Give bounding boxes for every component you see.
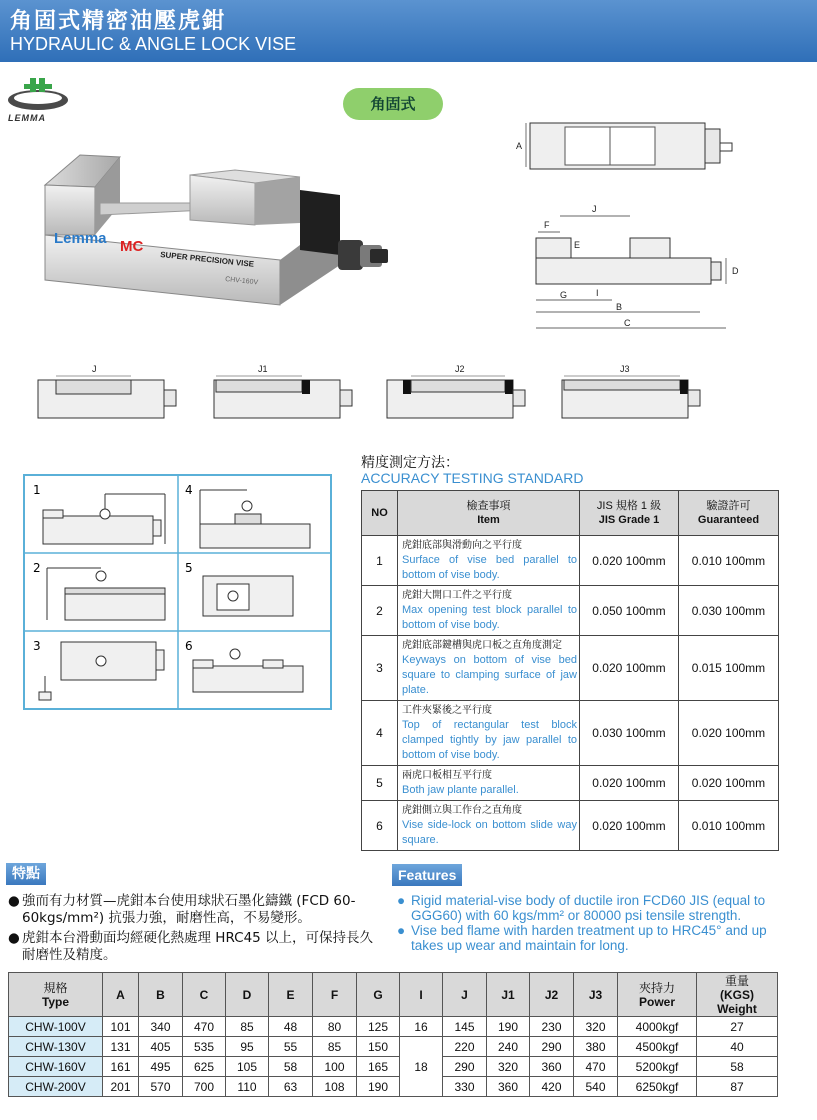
spec-d: 105 xyxy=(226,1057,269,1077)
dim-label-e: E xyxy=(574,240,581,250)
spec-c: 535 xyxy=(183,1037,226,1057)
specification-table xyxy=(8,972,778,1097)
accuracy-guaranteed: 0.030 100mm xyxy=(679,586,779,636)
accuracy-item-en: Both jaw plante parallel. xyxy=(402,784,519,796)
angle-lock-badge: 角固式 xyxy=(343,88,443,120)
spec-col-weight: 重量 (KGS) Weight xyxy=(697,973,778,1017)
spec-weight: 87 xyxy=(697,1077,778,1097)
spec-b: 340 xyxy=(139,1017,183,1037)
j-label: J xyxy=(92,364,97,374)
j2-label: J2 xyxy=(455,364,465,374)
jaw-config-j2 xyxy=(385,362,535,422)
brand-text: Lemma xyxy=(54,230,107,247)
accuracy-item-zh: 虎鉗側立與工作台之直角度 xyxy=(402,805,522,816)
col-no: NO xyxy=(362,491,398,536)
top-view-drawing xyxy=(510,115,740,175)
accuracy-item-en: Surface of vise bed parallel to bottom of vise body. xyxy=(402,554,577,581)
dim-label-f: F xyxy=(544,220,550,230)
accuracy-guaranteed: 0.015 100mm xyxy=(679,636,779,701)
spec-c: 470 xyxy=(183,1017,226,1037)
spec-b: 405 xyxy=(139,1037,183,1057)
bullet-icon: ● xyxy=(397,923,406,938)
test-label-2: 2 xyxy=(33,561,41,575)
accuracy-row xyxy=(362,636,779,701)
accuracy-jis: 0.020 100mm xyxy=(580,536,679,586)
spec-row xyxy=(9,1057,778,1077)
spec-i: 16 xyxy=(400,1017,443,1037)
spec-col-g: G xyxy=(357,973,400,1017)
spec-f: 85 xyxy=(313,1037,357,1057)
col-guaranteed: 驗證許可 Guaranteed xyxy=(679,491,779,536)
spec-g: 150 xyxy=(357,1037,400,1057)
test-label-3: 3 xyxy=(33,639,41,653)
spec-col-type: 規格 Type xyxy=(9,973,103,1017)
model-code-text: CHV-160V xyxy=(224,276,259,287)
spec-f: 100 xyxy=(313,1057,357,1077)
spec-j1: 240 xyxy=(487,1037,530,1057)
spec-type: CHW-160V xyxy=(9,1057,103,1077)
spec-row xyxy=(9,1037,778,1057)
accuracy-item-zh: 虎鉗大開口工件之平行度 xyxy=(402,590,512,601)
spec-j3: 540 xyxy=(574,1077,618,1097)
accuracy-item-en: Vise side-lock on bottom slide way square. xyxy=(402,819,577,846)
accuracy-no: 5 xyxy=(362,766,398,801)
spec-e: 63 xyxy=(269,1077,313,1097)
feature-zh-1: ● 強而有力材質—虎鉗本台使用球狀石墨化鑄鐵 (FCD 60-60kgs/mm²) 抗張力強，耐磨性高，不易變形。 xyxy=(8,893,356,926)
dim-label-a: A xyxy=(516,141,523,151)
features-tag-zh: 特點 xyxy=(6,863,46,885)
accuracy-jis: 0.020 100mm xyxy=(580,766,679,801)
spec-j3: 320 xyxy=(574,1017,618,1037)
spec-f: 108 xyxy=(313,1077,357,1097)
accuracy-no: 4 xyxy=(362,701,398,766)
lemma-logo-icon xyxy=(6,74,70,114)
spec-col-j: J xyxy=(443,973,487,1017)
accuracy-row xyxy=(362,701,779,766)
spec-a: 201 xyxy=(103,1077,139,1097)
accuracy-jis: 0.050 100mm xyxy=(580,586,679,636)
accuracy-no: 2 xyxy=(362,586,398,636)
side-view-drawing xyxy=(520,198,750,338)
spec-col-c: C xyxy=(183,973,226,1017)
accuracy-item xyxy=(398,586,580,636)
spec-power: 5200kgf xyxy=(618,1057,697,1077)
spec-j: 220 xyxy=(443,1037,487,1057)
bullet-icon: ● xyxy=(8,893,20,909)
dim-label-d: D xyxy=(732,266,739,276)
dim-label-i: I xyxy=(596,288,599,298)
spec-col-power: 夾持力 Power xyxy=(618,973,697,1017)
dim-label-b: B xyxy=(616,302,623,312)
spec-power: 4000kgf xyxy=(618,1017,697,1037)
accuracy-guaranteed: 0.020 100mm xyxy=(679,701,779,766)
spec-j: 330 xyxy=(443,1077,487,1097)
dim-label-j: J xyxy=(592,204,597,214)
spec-j1: 190 xyxy=(487,1017,530,1037)
spec-j2: 360 xyxy=(530,1057,574,1077)
spec-col-a: A xyxy=(103,973,139,1017)
spec-weight: 58 xyxy=(697,1057,778,1077)
accuracy-jis: 0.020 100mm xyxy=(580,636,679,701)
feature-en-1: ● Rigid material-vise body of ductile iron FCD60 JIS (equal to GGG60) with 60 kgs/mm² or 80000 psi tensile strength. xyxy=(397,893,766,923)
spec-i: 18 xyxy=(400,1037,443,1097)
spec-weight: 40 xyxy=(697,1037,778,1057)
col-jis: JIS 規格 1 級 JIS Grade 1 xyxy=(580,491,679,536)
spec-e: 58 xyxy=(269,1057,313,1077)
spec-col-f: F xyxy=(313,973,357,1017)
spec-col-j1: J1 xyxy=(487,973,530,1017)
col-item: 檢查事項 Item xyxy=(398,491,580,536)
model-text: MC xyxy=(120,238,144,255)
spec-j1: 320 xyxy=(487,1057,530,1077)
series-text: SUPER PRECISION VISE xyxy=(159,250,255,269)
accuracy-header-row xyxy=(362,491,779,536)
product-photo xyxy=(40,145,390,315)
spec-weight: 27 xyxy=(697,1017,778,1037)
spec-c: 700 xyxy=(183,1077,226,1097)
dim-label-c: C xyxy=(624,318,631,328)
spec-g: 125 xyxy=(357,1017,400,1037)
accuracy-table xyxy=(361,490,779,851)
accuracy-row xyxy=(362,586,779,636)
spec-e: 48 xyxy=(269,1017,313,1037)
spec-power: 4500kgf xyxy=(618,1037,697,1057)
spec-j2: 420 xyxy=(530,1077,574,1097)
page-title-en: HYDRAULIC & ANGLE LOCK VISE xyxy=(10,34,297,54)
accuracy-jis: 0.030 100mm xyxy=(580,701,679,766)
spec-d: 85 xyxy=(226,1017,269,1037)
spec-a: 131 xyxy=(103,1037,139,1057)
accuracy-guaranteed: 0.010 100mm xyxy=(679,801,779,851)
spec-type: CHW-130V xyxy=(9,1037,103,1057)
jaw-config-j xyxy=(36,362,186,422)
accuracy-item xyxy=(398,636,580,701)
spec-j3: 380 xyxy=(574,1037,618,1057)
spec-j1: 360 xyxy=(487,1077,530,1097)
accuracy-test-diagrams xyxy=(23,474,332,710)
spec-j: 290 xyxy=(443,1057,487,1077)
accuracy-item xyxy=(398,701,580,766)
accuracy-item xyxy=(398,766,580,801)
accuracy-no: 6 xyxy=(362,801,398,851)
accuracy-item xyxy=(398,801,580,851)
spec-c: 625 xyxy=(183,1057,226,1077)
accuracy-item-en: Keyways on bottom of vise bed square to clamping surface of jaw plate. xyxy=(402,654,577,696)
accuracy-no: 3 xyxy=(362,636,398,701)
accuracy-item-en: Top of rectangular test block clamped tightly by jaw parallel to bottom of vise body. xyxy=(402,719,577,761)
accuracy-title-zh: 精度測定方法： xyxy=(361,455,459,471)
features-tag-en: Features xyxy=(392,864,462,886)
spec-g: 165 xyxy=(357,1057,400,1077)
spec-g: 190 xyxy=(357,1077,400,1097)
spec-col-b: B xyxy=(139,973,183,1017)
spec-f: 80 xyxy=(313,1017,357,1037)
dim-label-g: G xyxy=(560,290,568,300)
accuracy-item-zh: 兩虎口板相互平行度 xyxy=(402,770,492,781)
spec-type: CHW-100V xyxy=(9,1017,103,1037)
spec-b: 570 xyxy=(139,1077,183,1097)
accuracy-item-zh: 虎鉗底部與滑動向之平行度 xyxy=(402,540,522,551)
accuracy-item-en: Max opening test block parallel to bottom of vise body. xyxy=(402,604,577,631)
jaw-config-j1 xyxy=(212,362,362,422)
spec-e: 55 xyxy=(269,1037,313,1057)
accuracy-row xyxy=(362,766,779,801)
accuracy-item-zh: 工件夾緊後之平行度 xyxy=(402,705,492,716)
spec-col-i: I xyxy=(400,973,443,1017)
feature-zh-2: ● 虎鉗本台滑動面均經硬化熱處理 HRC45 以上，可保持長久耐磨性及精度。 xyxy=(8,930,374,963)
spec-j3: 470 xyxy=(574,1057,618,1077)
j1-label: J1 xyxy=(258,364,268,374)
j3-label: J3 xyxy=(620,364,630,374)
accuracy-jis: 0.020 100mm xyxy=(580,801,679,851)
jaw-config-j3 xyxy=(560,362,710,422)
accuracy-row xyxy=(362,801,779,851)
logo-wordmark: LEMMA xyxy=(8,113,46,123)
spec-b: 495 xyxy=(139,1057,183,1077)
spec-d: 110 xyxy=(226,1077,269,1097)
accuracy-row xyxy=(362,536,779,586)
spec-col-e: E xyxy=(269,973,313,1017)
spec-power: 6250kgf xyxy=(618,1077,697,1097)
spec-col-d: D xyxy=(226,973,269,1017)
test-label-4: 4 xyxy=(185,483,193,497)
test-label-6: 6 xyxy=(185,639,193,653)
spec-type: CHW-200V xyxy=(9,1077,103,1097)
spec-j2: 290 xyxy=(530,1037,574,1057)
spec-j2: 230 xyxy=(530,1017,574,1037)
bullet-icon: ● xyxy=(8,930,20,946)
page-title-zh: 角固式精密油壓虎鉗 xyxy=(10,9,227,34)
spec-row xyxy=(9,1017,778,1037)
accuracy-title-en: ACCURACY TESTING STANDARD xyxy=(361,470,584,486)
feature-en-2: ● Vise bed flame with harden treatment up to HRC45° and up takes up wear and maintain for long. xyxy=(397,923,767,953)
bullet-icon: ● xyxy=(397,893,406,908)
test-label-1: 1 xyxy=(33,483,41,497)
spec-row xyxy=(9,1077,778,1097)
accuracy-guaranteed: 0.020 100mm xyxy=(679,766,779,801)
accuracy-item-zh: 虎鉗底部鍵槽與虎口板之直角度測定 xyxy=(402,640,562,651)
accuracy-guaranteed: 0.010 100mm xyxy=(679,536,779,586)
spec-a: 161 xyxy=(103,1057,139,1077)
spec-col-j2: J2 xyxy=(530,973,574,1017)
spec-d: 95 xyxy=(226,1037,269,1057)
spec-a: 101 xyxy=(103,1017,139,1037)
spec-header-row xyxy=(9,973,778,1017)
spec-col-j3: J3 xyxy=(574,973,618,1017)
spec-j: 145 xyxy=(443,1017,487,1037)
test-label-5: 5 xyxy=(185,561,193,575)
accuracy-no: 1 xyxy=(362,536,398,586)
accuracy-item xyxy=(398,536,580,586)
